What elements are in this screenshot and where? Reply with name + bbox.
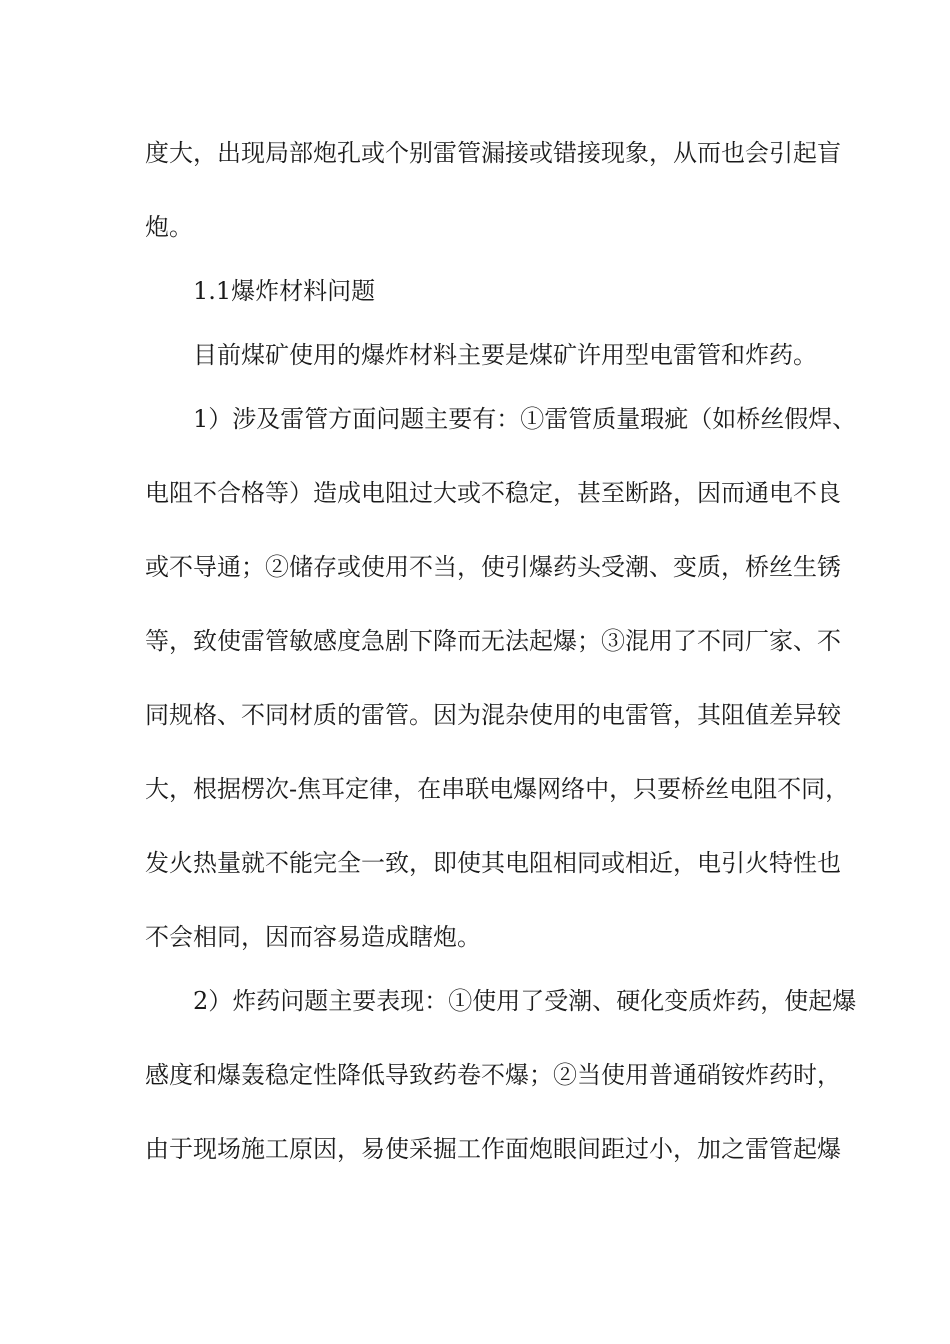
- paragraph-line: 不会相同，因而容易造成瞎炮。: [145, 923, 481, 951]
- paragraph-line: 大，根据楞次-焦耳定律，在串联电爆网络中，只要桥丝电阻不同，: [145, 775, 850, 803]
- paragraph-line: 发火热量就不能完全一致，即使其电阻相同或相近，电引火特性也: [145, 849, 841, 877]
- paragraph-line: 炮。: [145, 213, 193, 241]
- paragraph-line: 感度和爆轰稳定性降低导致药卷不爆；②当使用普通硝铵炸药时，: [145, 1061, 841, 1089]
- paragraph-line: 等，致使雷管敏感度急剧下降而无法起爆；③混用了不同厂家、不: [145, 627, 841, 655]
- paragraph-line: 电阻不合格等）造成电阻过大或不稳定，甚至断路，因而通电不良: [145, 479, 841, 507]
- paragraph-line: 度大，出现局部炮孔或个别雷管漏接或错接现象，从而也会引起盲: [145, 139, 841, 167]
- section-heading: 1.1爆炸材料问题: [193, 277, 376, 305]
- paragraph-line: 同规格、不同材质的雷管。因为混杂使用的电雷管，其阻值差异较: [145, 701, 841, 729]
- paragraph-line: 1）涉及雷管方面问题主要有：①雷管质量瑕疵（如桥丝假焊、: [193, 405, 857, 433]
- paragraph-line: 由于现场施工原因，易使采掘工作面炮眼间距过小，加之雷管起爆: [145, 1135, 841, 1163]
- paragraph-line: 或不导通；②储存或使用不当，使引爆药头受潮、变质，桥丝生锈: [145, 553, 841, 581]
- paragraph-line: 目前煤矿使用的爆炸材料主要是煤矿许用型电雷管和炸药。: [193, 341, 817, 369]
- paragraph-line: 2）炸药问题主要表现：①使用了受潮、硬化变质炸药，使起爆: [193, 987, 857, 1015]
